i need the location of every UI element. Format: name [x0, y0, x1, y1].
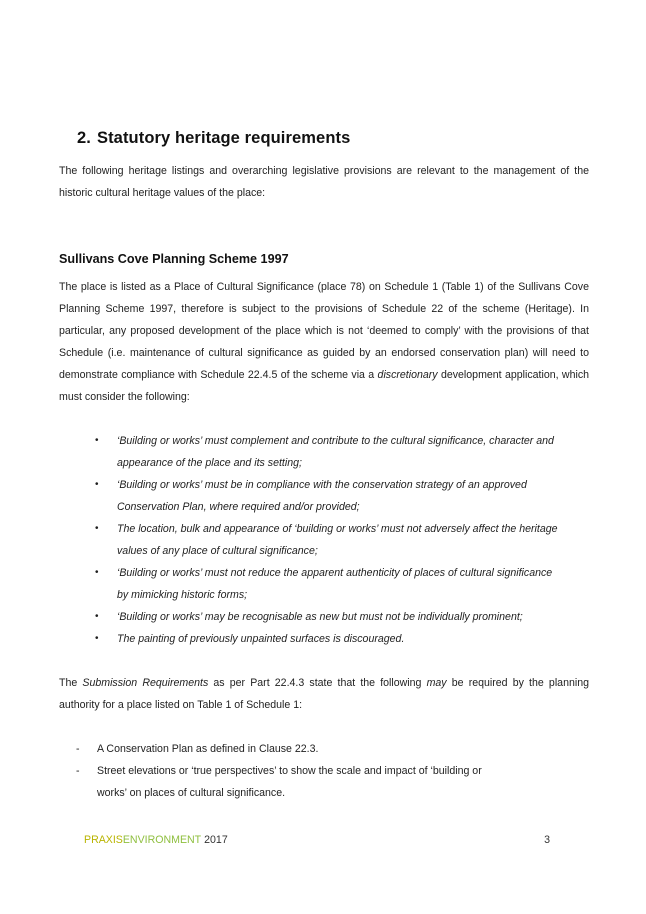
list-item: [59, 474, 589, 518]
scheme-paragraph-emphasis: discretionary: [377, 369, 438, 381]
submission-emphasis-1: Submission Requirements: [82, 677, 209, 689]
list-item: [59, 628, 589, 650]
scheme-paragraph-text-a: The place is listed as a Place of Cultural Significance (place 78) on Schedule 1 (Table 1) of the Sullivans Cove Planning Scheme 1997, therefore is subject to the provisions of Schedule 22 of the scheme (Heritage). In particular, any proposed development of the place which is not ‘deemed to comply’ with the provisions of that Schedule (i.e. maintenance of cultural significance as guided by an endorsed conservation plan) will need to demonstrate compliance with Schedule 22.4.5 of the scheme via a: [59, 281, 589, 381]
list-item: [59, 738, 589, 760]
list-item: [59, 606, 589, 628]
bullet-icon: •: [95, 523, 99, 534]
page-number: 3: [544, 834, 550, 846]
considerations-list: [59, 430, 589, 650]
scheme-paragraph-text-b: development application, which must consider the following:: [59, 369, 590, 403]
dash-icon: -: [76, 743, 80, 755]
list-item: [59, 518, 589, 562]
section-title: Statutory heritage requirements: [96, 129, 351, 147]
submission-text-a: The: [59, 677, 83, 689]
list-item-text: ‘Building or works’ must not reduce the apparent authenticity of places of cultural significance by mimicking historic forms;: [117, 567, 553, 601]
list-item-text: ‘Building or works’ must complement and contribute to the cultural significance, character and appearance of the place and its setting;: [117, 435, 554, 469]
submission-emphasis-2: may: [426, 677, 447, 689]
submission-text-c: be required by the planning authority for a place listed on Table 1 of Schedule 1:: [59, 677, 589, 711]
list-item-text: ‘Building or works’ may be recognisable as new but must not be individually prominent;: [117, 611, 523, 623]
bullet-icon: •: [95, 435, 99, 446]
footer-brand-part2: ENVIRONMENT: [122, 834, 202, 846]
intro-paragraph: The following heritage listings and overarching legislative provisions are relevant to the management of the historic cultural heritage values of the place:: [59, 165, 589, 199]
list-item: [59, 760, 589, 804]
list-item-text: The location, bulk and appearance of ‘building or works’ must not adversely affect the heritage values of any place of cultural significance;: [117, 523, 558, 557]
bullet-icon: •: [95, 567, 99, 578]
list-item-text: Street elevations or ‘true perspectives’ to show the scale and impact of ‘building or works’ on places of cultural significance.: [97, 765, 482, 799]
list-item: [59, 430, 589, 474]
requirements-list: [59, 738, 589, 804]
page-footer: [84, 830, 550, 850]
page-content: [59, 126, 589, 804]
section-heading: [59, 126, 589, 150]
section-number: 2.: [77, 129, 91, 147]
list-item-text: The painting of previously unpainted surfaces is discouraged.: [117, 633, 405, 645]
bullet-icon: •: [95, 479, 99, 490]
scheme-paragraph: [59, 276, 589, 408]
bullet-icon: •: [95, 611, 99, 622]
scheme-heading: Sullivans Cove Planning Scheme 1997: [59, 252, 289, 266]
list-item-text: ‘Building or works’ must be in compliance with the conservation strategy of an approved Conservation Plan, where required and/or provided;: [117, 479, 527, 513]
bullet-icon: •: [95, 633, 99, 644]
submission-text-b: as per Part 22.4.3 state that the following: [208, 677, 427, 689]
list-item-text: A Conservation Plan as defined in Clause 22.3.: [97, 743, 319, 755]
footer-brand-part1: PRAXIS: [84, 834, 123, 846]
list-item: [59, 562, 589, 606]
footer-year: 2017: [204, 834, 228, 846]
dash-icon: -: [76, 765, 80, 777]
submission-paragraph: [59, 672, 589, 716]
